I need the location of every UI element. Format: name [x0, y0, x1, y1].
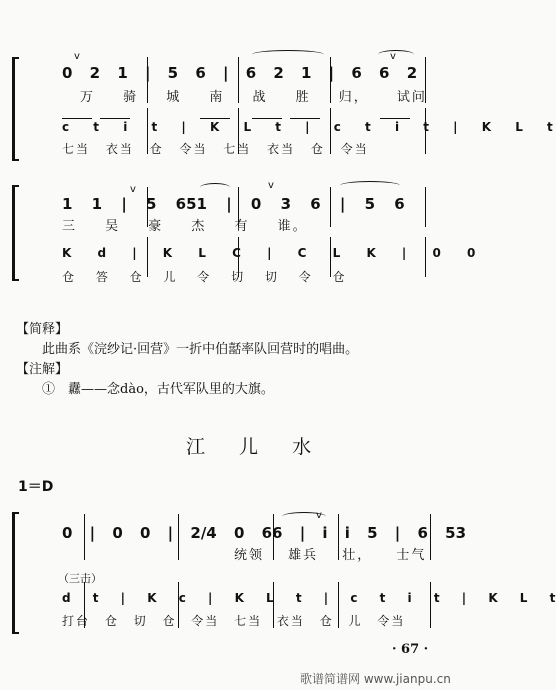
breath-mark: v: [74, 51, 80, 62]
lyric-line: 万 骑 城 南 战 胜 归， 试问: [80, 90, 427, 105]
barline: [430, 582, 431, 628]
lyric-line: 三 吴 豪 杰 有 谁。: [62, 219, 308, 234]
underline: [200, 118, 230, 119]
annotation-text: ① 纛——念dào，古代军队里的大旗。: [42, 382, 274, 397]
piece-title: 江 儿 水: [186, 436, 326, 458]
system-brace: [12, 185, 19, 281]
breath-mark: v: [316, 510, 322, 521]
percussion-syllables: 七当 衣当 仓 令当 七当 衣当 仓 令当: [62, 142, 369, 156]
melody-line: 0 2 1 | 5 6 | 6 2 1 | 6 6 2: [62, 64, 418, 82]
watermark: 歌谱简谱网 www.jianpu.cn: [300, 672, 451, 686]
underline: [252, 118, 282, 119]
percussion-syllables: 仓 答 仓 儿 令 切 切 令 仓: [62, 270, 347, 284]
breath-mark: v: [268, 180, 274, 191]
page-number: · 67 ·: [392, 642, 429, 657]
percussion-syllables: 打台 仓 切 仓 令当 七当 衣当 仓 儿 令当: [62, 614, 406, 628]
underline: [380, 118, 410, 119]
slur: [340, 181, 400, 190]
percussion-line: K d | K L C | C L K | 0 0: [62, 246, 477, 260]
breath-mark: v: [390, 51, 396, 62]
underline: [100, 118, 130, 119]
underline: [62, 118, 92, 119]
melody-line: 0 | 0 0 | 2/4 0 66 | i i 5 | 6 53: [62, 524, 467, 542]
underline: [290, 118, 320, 119]
system-brace: [12, 57, 19, 161]
breath-mark: v: [130, 184, 136, 195]
system-brace: [12, 512, 19, 634]
percussion-line: c t i t | K L t | c t i t | K L t: [62, 120, 554, 134]
lyric-line: 统领 雄兵 壮， 士气: [234, 548, 427, 563]
percussion-line: d t | K c | K L t | c t i t | K L t: [62, 591, 556, 605]
percussion-label: （三击）: [58, 572, 102, 585]
brief-text: 此曲系《浣纱记·回营》一折中伯嚭率队回营时的唱曲。: [42, 342, 359, 357]
slur: [378, 50, 414, 59]
key-signature: 1＝D: [18, 479, 54, 495]
brief-heading: 【简释】: [16, 322, 69, 337]
barline: [425, 187, 426, 227]
slur: [200, 183, 230, 192]
slur: [252, 50, 324, 59]
melody-line: 1 1 | 5 651 | 0 3 6 | 5 6: [62, 195, 405, 213]
annotation-heading: 【注解】: [16, 362, 69, 377]
